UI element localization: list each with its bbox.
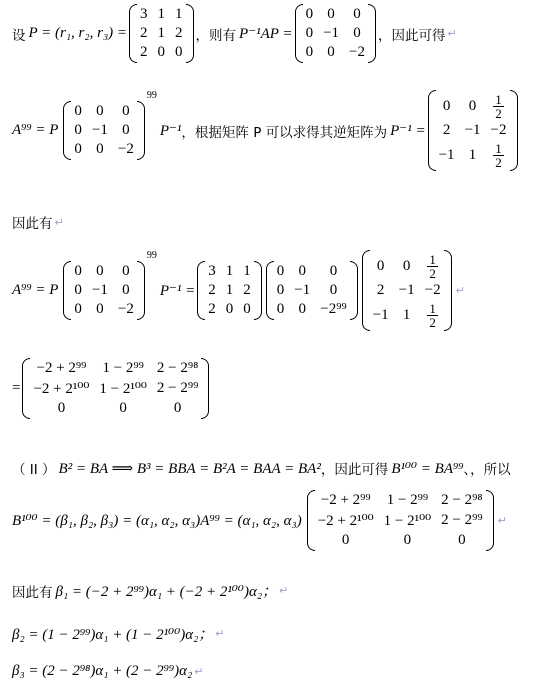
matrix-cell-r1-c2: 0 — [96, 263, 104, 279]
para-mark: ↵ — [54, 215, 64, 229]
matrix-cell-r2-c3: 0 — [122, 282, 130, 298]
beta1-equation: β₁ = (−2 + 2⁹⁹)α₁ + (−2 + 2¹⁰⁰)α₂； — [55, 584, 278, 600]
line6-eq: B² = BA ⟹ B³ = BBA = B²A = BAA = BA² — [58, 460, 321, 477]
matrix-cell-r1-c2: 1 − 2⁹⁹ — [102, 360, 144, 376]
matrix-cells — [205, 261, 254, 320]
matrix-diag-power — [266, 261, 358, 320]
matrix-cell-r3-c1: 0 — [305, 44, 314, 60]
matrix-cell-r1-c1: 3 — [140, 6, 148, 22]
matrix-cell-r1-c2: 1 — [157, 6, 166, 22]
para-mark: ↵ — [447, 27, 457, 40]
matrix-cell-r3-c3: −2 — [349, 44, 365, 60]
matrix-cells — [436, 90, 510, 171]
matrix-cell-r2-c2: −1 — [464, 122, 481, 138]
matrix-cells — [71, 261, 136, 320]
matrix-cell-r1-c3: 0 — [353, 6, 361, 22]
matrix-cell-r2-c1: 2 — [442, 122, 451, 138]
matrix-right-bracket — [137, 261, 145, 320]
matrix-cell-r3-c1: 0 — [74, 301, 82, 317]
matrix-cell-r2-c2: −1 — [91, 122, 108, 138]
line2-lhs: A⁹⁹ = P — [12, 122, 59, 138]
matrix-P-inverse-2 — [362, 250, 452, 331]
matrix-cell-r2-c3: 2 − 2⁹⁹ — [156, 380, 199, 396]
matrix-left-bracket — [362, 250, 370, 331]
matrix-cell-r3-c3: 0 — [173, 400, 182, 416]
para-mark: ↵ — [497, 514, 507, 527]
matrix-cell-r1-c2: 0 — [402, 257, 411, 274]
matrix-cell-r1-c3: $\frac{1}{2}$ — [429, 252, 436, 281]
matrix-left-bracket — [63, 101, 71, 160]
line1-mid: ，则有 — [195, 27, 237, 44]
matrix-cell-r3-c2: 0 — [298, 301, 307, 317]
matrix-cell-r3-c2: 1 — [402, 306, 411, 323]
matrix-cell-r3-c2: 0 — [157, 44, 166, 60]
matrix-cell-r3-c3: 0 — [243, 301, 251, 317]
matrix-cell-r1-c3: 0 — [122, 103, 130, 119]
line6-eq2: B¹⁰⁰ = BA⁹⁹ — [391, 460, 464, 477]
matrix-cell-r3-c1: 0 — [74, 141, 82, 157]
matrix-cell-r3-c1: 0 — [341, 532, 350, 548]
matrix-cell-r2-c1: 2 — [208, 282, 216, 298]
matrix-cell-r2-c1: 2 — [140, 25, 148, 41]
matrix-cells — [274, 261, 350, 320]
matrix-cell-r3-c2: 0 — [119, 400, 127, 416]
matrix-diag — [295, 4, 376, 63]
para-mark: ↵ — [455, 284, 465, 297]
matrix-cell-r1-c3: 2 − 2⁹⁸ — [156, 360, 199, 376]
matrix-cell-r1-c2: 1 − 2⁹⁹ — [386, 492, 429, 508]
matrix-cell-r3-c3: −2⁹⁹ — [320, 301, 347, 317]
para-mark: ↵ — [215, 627, 225, 640]
matrix-cell-r3-c3: 0 — [175, 44, 183, 60]
line-1 — [12, 4, 457, 63]
matrix-A99-result-2 — [307, 490, 494, 551]
beta3-equation: β₃ = (2 − 2⁹⁸)α₁ + (2 − 2⁹⁹)α₂ — [12, 663, 193, 679]
line3-text: 因此有 — [12, 216, 53, 232]
matrix-cell-r3-c3: $\frac{1}{2}$ — [429, 301, 436, 330]
matrix-cell-r2-c3: 2 — [243, 282, 251, 298]
line4-lhs: A⁹⁹ = P — [12, 282, 59, 298]
matrix-right-bracket — [186, 4, 194, 63]
matrix-cells — [303, 4, 368, 63]
matrix-diag-3 — [63, 261, 144, 320]
matrix-right-bracket — [350, 261, 358, 320]
matrix-cell-r1-c2: 0 — [96, 103, 104, 119]
matrix-cell-r2-c1: −2 + 2¹⁰⁰ — [317, 513, 374, 529]
matrix-cell-r3-c3: $\frac{1}{2}$ — [495, 141, 502, 170]
matrix-cell-r1-c1: −2 + 2⁹⁹ — [320, 492, 371, 508]
matrix-cell-r2-c1: 0 — [276, 282, 285, 298]
matrix-cells — [137, 4, 186, 63]
line5-lhs: = — [12, 380, 21, 396]
matrix-cells — [315, 490, 486, 551]
matrix-cell-r3-c2: 0 — [327, 44, 335, 60]
matrix-cell-r2-c2: −1 — [398, 282, 415, 298]
matrix-cell-r3-c2: 0 — [96, 141, 104, 157]
matrix-cell-r2-c2: 1 — [225, 282, 234, 298]
line2-inv: P⁻¹ = — [390, 123, 426, 139]
matrix-cell-r3-c1: 2 — [140, 44, 148, 60]
line1-mid-eq: P⁻¹AP = — [239, 26, 293, 42]
line1-tail: ，因此可得 — [378, 27, 446, 44]
matrix-A99-result — [22, 358, 209, 419]
line-2: A⁹⁹ = P 0 0 0 0 −1 0 0 0 −2 99 P⁻¹ ，根据矩阵 P 可以求得其逆矩阵为 P⁻¹ = 0 0 $\frac{1}{2}$ 2 −1 −2 −1 1 $\frac{1}{2}$ — [12, 90, 520, 171]
matrix-left-bracket — [197, 261, 205, 320]
matrix-cell-r1-c1: 0 — [442, 97, 451, 114]
matrix-cell-r3-c1: 2 — [208, 301, 216, 317]
line-6 — [12, 458, 511, 478]
matrix-cell-r3-c3: −2 — [117, 301, 134, 317]
matrix-cell-r2-c2: −1 — [323, 25, 340, 41]
matrix-cell-r1-c1: −2 + 2⁹⁹ — [36, 360, 87, 376]
matrix-cell-r3-c1: 0 — [276, 301, 285, 317]
matrix-cell-r3-c2: 0 — [96, 301, 104, 317]
beta2-equation: β₂ = (1 − 2⁹⁹)α₁ + (1 − 2¹⁰⁰)α₂； — [12, 627, 214, 643]
matrix-cell-r2-c3: 2 − 2⁹⁹ — [441, 512, 483, 528]
matrix-cell-r2-c3: 0 — [329, 282, 338, 298]
matrix-left-bracket — [428, 90, 436, 171]
matrix-cell-r2-c1: 0 — [74, 282, 82, 298]
matrix-right-bracket — [201, 358, 209, 419]
matrix-cell-r1-c1: 0 — [376, 257, 385, 274]
matrix-cell-r2-c3: 2 — [175, 25, 183, 41]
line-4: A⁹⁹ = P 0 0 0 0 −1 0 0 0 −2 99 P⁻¹ = 3 1 1 2 1 2 2 0 0 0 0 0 0 −1 0 0 0 −2⁹⁹ 0 0 $\frac{1}{2}$ 2 −1 −2 −1 1 $\frac{1}{2}$ ↵ — [12, 250, 465, 330]
matrix-cell-r1-c2: 0 — [298, 263, 307, 279]
matrix-cell-r1-c2: 0 — [468, 97, 477, 114]
matrix-cell-r3-c2: 1 — [468, 146, 477, 163]
para-mark: ↵ — [279, 584, 289, 597]
matrix-cell-r2-c2: −1 — [294, 282, 311, 298]
line-7 — [12, 490, 507, 551]
matrix-left-bracket — [22, 358, 30, 419]
line-5 — [12, 358, 211, 419]
matrix-cell-r1-c1: 0 — [305, 6, 314, 22]
line1-prefix: 设 — [12, 27, 26, 44]
matrix-cell-r1-c2: 1 — [225, 263, 234, 279]
matrix-cell-r1-c3: 1 — [175, 6, 183, 22]
matrix-cell-r2-c3: −2 — [490, 122, 507, 138]
matrix-right-bracket — [368, 4, 376, 63]
matrix-cell-r1-c3: $\frac{1}{2}$ — [495, 92, 502, 121]
matrix-cell-r1-c2: 0 — [327, 6, 335, 22]
matrix-cells — [30, 358, 201, 419]
line2-after: P⁻¹ — [159, 123, 182, 139]
matrix-right-bracket — [486, 490, 494, 551]
matrix-cell-r2-c1: 0 — [74, 122, 82, 138]
matrix-diag-2 — [63, 101, 144, 160]
matrix-cell-r3-c1: −1 — [372, 306, 389, 323]
matrix-left-bracket — [266, 261, 274, 320]
line-9 — [12, 623, 225, 644]
matrix-cell-r2-c1: −2 + 2¹⁰⁰ — [33, 381, 90, 397]
matrix-cell-r1-c1: 3 — [208, 263, 216, 279]
matrix-left-bracket — [307, 490, 315, 551]
matrix-cell-r1-c1: 0 — [276, 263, 285, 279]
matrix-cell-r2-c2: 1 — [157, 25, 166, 41]
matrix-right-bracket — [510, 90, 518, 171]
matrix-cell-r1-c1: 0 — [74, 103, 82, 119]
matrix-cell-r3-c3: −2 — [117, 141, 134, 157]
part-label: （ II ） — [12, 462, 56, 478]
para-mark: ↵ — [194, 665, 204, 678]
line6-text: ，因此可得 — [320, 462, 389, 478]
matrix-right-bracket — [137, 101, 145, 160]
matrix-left-bracket — [63, 261, 71, 320]
line8-prefix: 因此有 — [12, 584, 53, 601]
matrix-right-bracket — [254, 261, 262, 320]
line7-lhs: B¹⁰⁰ = (β₁, β₂, β₃) = (α₁, α₂, α₃)A⁹⁹ = (α₁, α₂, α₃) — [12, 513, 302, 529]
matrix-right-bracket — [444, 250, 452, 331]
matrix-cell-r2-c3: 0 — [122, 122, 130, 138]
matrix-cell-r1-c3: 1 — [243, 263, 251, 279]
matrix-cell-r1-c1: 0 — [74, 263, 82, 279]
line-10 — [12, 663, 203, 680]
matrix-cells — [71, 101, 136, 160]
matrix-cells — [370, 250, 444, 331]
matrix-cell-r3-c2: 0 — [403, 532, 412, 548]
line-8 — [12, 580, 288, 601]
matrix-cell-r2-c1: 2 — [376, 282, 385, 298]
matrix-cell-r2-c2: 1 − 2¹⁰⁰ — [383, 513, 432, 529]
matrix-cell-r2-c2: −1 — [91, 282, 108, 298]
matrix-cell-r2-c3: −2 — [424, 282, 441, 298]
matrix-cell-r1-c3: 0 — [122, 263, 130, 279]
line2-text: ，根据矩阵 P 可以求得其逆矩阵为 — [181, 124, 388, 141]
matrix-left-bracket — [129, 4, 137, 63]
line4-eq: P⁻¹ = — [159, 283, 196, 299]
matrix-left-bracket — [295, 4, 303, 63]
line1-lhs: P = (r₁, r₂, r₃) = — [28, 25, 128, 41]
matrix-cell-r2-c3: 0 — [353, 25, 361, 41]
matrix-cell-r2-c1: 0 — [305, 25, 314, 41]
matrix-P-inverse — [428, 90, 518, 171]
matrix-P-2 — [197, 261, 262, 320]
line-3 — [12, 212, 64, 232]
matrix-cell-r3-c1: −1 — [438, 146, 455, 163]
line6-tail: 、，所以 — [463, 462, 511, 478]
matrix-cell-r2-c2: 1 − 2¹⁰⁰ — [99, 381, 147, 397]
matrix-cell-r3-c3: 0 — [458, 532, 466, 548]
matrix-cell-r1-c3: 0 — [329, 263, 338, 279]
matrix-cell-r3-c1: 0 — [57, 400, 66, 416]
matrix-cell-r1-c3: 2 − 2⁹⁸ — [441, 492, 483, 508]
matrix-cell-r3-c2: 0 — [225, 301, 234, 317]
matrix-P — [129, 4, 194, 63]
